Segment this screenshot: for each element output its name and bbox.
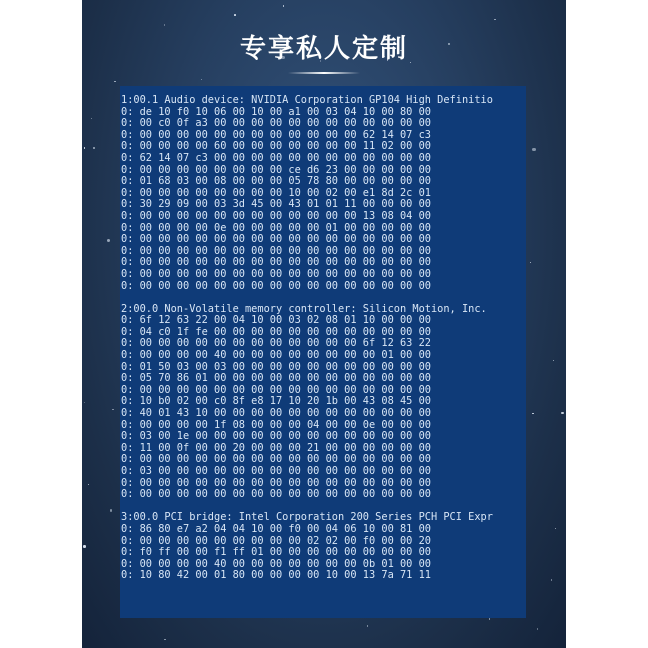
hex-dump-line: 0: de 10 f0 10 06 00 10 00 a1 00 03 04 10 00 80 00 bbox=[121, 105, 431, 118]
star-dot bbox=[93, 147, 95, 149]
star-dot bbox=[489, 618, 491, 620]
star-dot bbox=[532, 413, 533, 414]
page-title: 专享私人定制 bbox=[239, 34, 408, 64]
star-dot bbox=[553, 360, 554, 361]
hex-dump-line: 0: 86 80 e7 a2 04 04 10 00 f0 00 04 06 10 00 81 00 bbox=[121, 522, 431, 535]
star-dot bbox=[494, 19, 496, 21]
hex-dump-line: 0: 40 01 43 10 00 00 00 00 00 00 00 00 00 00 00 00 bbox=[121, 407, 431, 420]
title-underline bbox=[288, 72, 360, 74]
terminal-window[interactable] bbox=[120, 86, 526, 618]
hex-dump-line: 0: f0 ff 00 00 f1 ff 01 00 00 00 00 00 00 00 00 00 bbox=[121, 546, 431, 559]
hex-dump-line: 0: 00 00 00 00 40 00 00 00 00 00 00 00 00 01 00 00 bbox=[121, 349, 431, 362]
hex-dump-line: 0: 00 00 00 00 00 00 00 00 00 00 00 00 00 00 00 00 bbox=[121, 453, 431, 466]
hex-dump-line: 0: 62 14 07 c3 00 00 00 00 00 00 00 00 00 00 00 00 bbox=[121, 151, 431, 164]
hex-dump-line: 0: 00 00 00 00 00 00 00 00 00 00 00 00 00 00 00 00 bbox=[121, 476, 431, 489]
device-header-line: 1:00.1 Audio device: NVIDIA Corporation GP104 High Definitio bbox=[121, 94, 493, 106]
hex-dump-line: 0: 30 29 09 00 03 3d 45 00 43 01 01 11 00 00 00 00 bbox=[121, 198, 431, 211]
hex-dump-line: 0: 01 68 03 00 08 00 00 00 05 78 80 00 00 00 00 00 bbox=[121, 175, 431, 188]
blank-line bbox=[121, 292, 526, 304]
hex-dump-line: 0: 00 00 00 00 00 00 00 00 10 00 02 00 e1 8d 2c 01 bbox=[121, 186, 431, 199]
hex-dump-line: 0: 11 00 0f 00 00 20 00 00 00 21 00 00 00 00 00 00 bbox=[121, 441, 431, 454]
hex-dump-line: 0: 00 00 00 00 00 00 00 00 00 00 00 00 00 00 00 00 bbox=[121, 256, 431, 269]
star-dot bbox=[114, 81, 115, 82]
hex-dump-line: 0: 00 c0 0f a3 00 00 00 00 00 00 00 00 00 00 00 00 bbox=[121, 117, 431, 130]
star-dot bbox=[367, 625, 369, 627]
hex-dump-line: 0: 03 00 1e 00 00 00 00 00 00 00 00 00 00 00 00 00 bbox=[121, 430, 431, 443]
star-dot bbox=[91, 118, 92, 119]
star-dot bbox=[561, 412, 564, 415]
hex-dump-line: 0: 00 00 00 00 00 00 00 00 00 00 00 00 00 00 00 00 bbox=[121, 267, 431, 280]
hex-dump-line: 0: 05 70 86 01 00 00 00 00 00 00 00 00 00 00 00 00 bbox=[121, 372, 431, 385]
hex-dump-line: 0: 10 80 42 00 01 80 00 00 00 00 10 00 13 7a 71 11 bbox=[121, 569, 431, 582]
star-dot bbox=[88, 484, 89, 485]
device-header-line: 3:00.0 PCI bridge: Intel Corporation 200 Series PCH PCI Expr bbox=[121, 511, 493, 524]
hex-dump-line: 0: 10 b0 02 00 c0 8f e8 17 10 20 1b 00 43 08 45 00 bbox=[121, 395, 431, 408]
hex-dump-line: 0: 00 00 00 00 00 00 00 00 00 00 00 00 00 00 00 00 bbox=[121, 233, 431, 246]
star-dot bbox=[201, 79, 202, 80]
star-dot bbox=[537, 628, 538, 629]
hex-dump-line: 0: 00 00 00 00 00 00 00 00 00 00 00 00 00 00 00 00 bbox=[121, 279, 431, 292]
star-dot bbox=[551, 579, 553, 581]
hex-dump-line: 0: 00 00 00 00 60 00 00 00 00 00 00 00 11 02 00 00 bbox=[121, 140, 431, 153]
star-dot bbox=[112, 409, 114, 411]
star-dot bbox=[84, 402, 85, 403]
hex-dump-line: 0: 00 00 00 00 1f 08 00 00 00 04 00 00 0e 00 00 00 bbox=[121, 418, 431, 431]
star-dot bbox=[532, 148, 535, 151]
star-dot bbox=[110, 509, 112, 511]
hex-dump-line: 0: 6f 12 63 22 00 04 10 00 03 02 08 01 10 00 00 00 bbox=[121, 314, 431, 327]
star-dot bbox=[530, 262, 532, 264]
hex-dump-line: 0: 00 00 00 00 00 00 00 00 00 00 00 00 62 14 07 c3 bbox=[121, 128, 431, 141]
star-dot bbox=[283, 5, 284, 6]
hex-dump-line: 0: 01 50 03 00 03 00 00 00 00 00 00 00 00 00 00 00 bbox=[121, 360, 431, 373]
hex-dump-line: 0: 00 00 00 00 00 00 00 00 00 00 00 00 00 00 00 00 bbox=[121, 244, 431, 257]
hex-dump-line: 0: 00 00 00 00 00 00 00 00 00 00 00 00 00 00 00 00 bbox=[121, 383, 431, 396]
star-dot bbox=[84, 147, 86, 149]
hex-dump-line: 0: 00 00 00 00 00 00 00 00 ce d6 23 00 00 00 00 00 bbox=[121, 163, 431, 176]
star-dot bbox=[164, 639, 165, 640]
star-dot bbox=[107, 239, 110, 242]
hex-dump-line: 0: 00 00 00 00 00 00 00 00 00 00 00 00 6f 12 63 22 bbox=[121, 337, 431, 350]
star-dot bbox=[164, 24, 166, 26]
hex-dump-line: 0: 00 00 00 00 00 00 00 00 00 00 00 00 00 00 00 00 bbox=[121, 488, 431, 501]
device-header-line: 2:00.0 Non-Volatile memory controller: Silicon Motion, Inc. bbox=[121, 302, 487, 315]
hex-dump-line: 0: 03 00 00 00 00 00 00 00 00 00 00 00 00 00 00 00 bbox=[121, 465, 431, 477]
star-dot bbox=[555, 528, 556, 529]
terminal-output bbox=[121, 95, 526, 582]
hex-dump-line: 0: 04 c0 1f fe 00 00 00 00 00 00 00 00 00 00 00 00 bbox=[121, 325, 431, 338]
star-dot bbox=[83, 545, 85, 547]
hex-dump-line: 0: 00 00 00 00 00 00 00 00 00 00 00 00 13 08 04 00 bbox=[121, 209, 431, 222]
hex-dump-line: 0: 00 00 00 00 40 00 00 00 00 00 00 00 0b 01 00 00 bbox=[121, 557, 431, 570]
hex-dump-line: 0: 00 00 00 00 0e 00 00 00 00 00 01 00 00 00 00 00 bbox=[121, 221, 431, 234]
hex-dump-line: 0: 00 00 00 00 00 00 00 00 00 02 02 00 f0 00 00 20 bbox=[121, 534, 431, 547]
star-dot bbox=[234, 14, 236, 16]
